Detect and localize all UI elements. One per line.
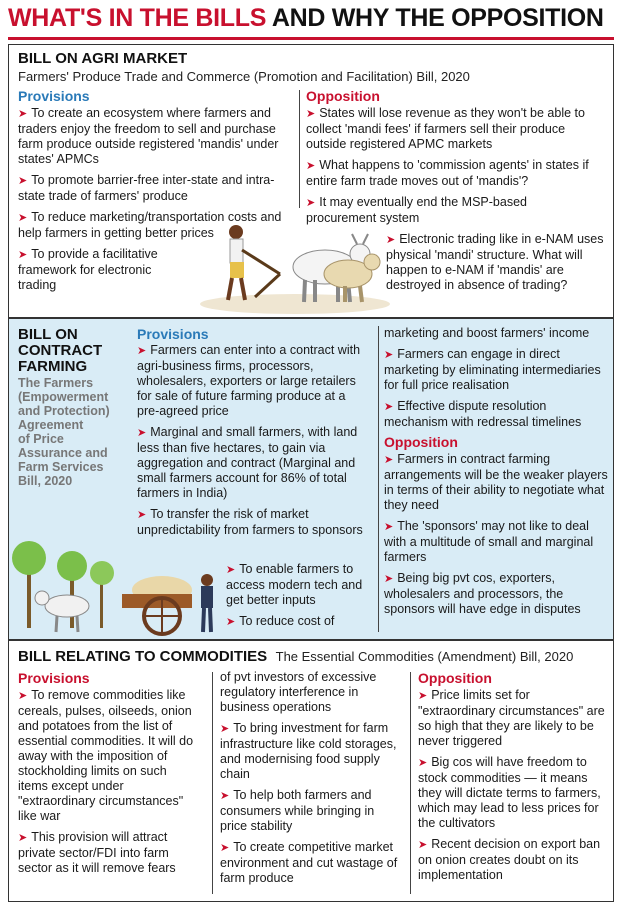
arrow-right-icon: ➤ [220, 790, 230, 802]
arrow-right-icon: ➤ [137, 427, 147, 439]
commodities-col2 [220, 670, 402, 890]
list-item: ➤ Effective dispute resolution mechanism with redressal timelines [384, 399, 582, 429]
arrow-right-icon: ➤ [386, 234, 396, 246]
arrow-right-icon: ➤ [18, 249, 28, 261]
list-item: ➤ What happens to 'commission agents' in states if entire farm trade moves out of 'mandis'? [306, 158, 589, 188]
list-item: ➤ Recent decision on export ban on onion creates doubt on its implementation [418, 837, 601, 882]
divider [212, 672, 213, 894]
list-item: ➤ To provide a facilitative framework for electronic trading [18, 247, 158, 292]
arrow-right-icon: ➤ [137, 345, 147, 357]
list-item: ➤ Marginal and small farmers, with land less than five hectares, to gain via aggregation and contract (Marginal and small farmers account for 86% of total farmers in India) [137, 425, 358, 500]
arrow-right-icon: ➤ [137, 509, 147, 521]
headline-part1: WHAT'S IN THE BILLS [8, 4, 267, 32]
contract-right-column [384, 326, 612, 621]
commodities-bill-subtitle: The Essential Commodities (Amendment) Bill, 2020 [275, 649, 574, 664]
arrow-right-icon: ➤ [384, 454, 394, 466]
agri-bill-subtitle: Farmers' Produce Trade and Commerce (Promotion and Facilitation) Bill, 2020 [18, 69, 470, 84]
list-item: ➤ To create competitive market environment and cut wastage of farm produce [220, 840, 398, 885]
contract-bill-subtitle: The Farmers (Empowerment and Protection) Agreement of Price Assurance and Farm Services Bill, 2020 [18, 376, 110, 488]
arrow-right-icon: ➤ [226, 564, 236, 576]
list-item: ➤ This provision will attract private sector/FDI into farm sector as it will remove fears [18, 830, 176, 875]
list-item: ➤ Big cos will have freedom to stock commodities — it means they will dictate terms to farmers, which may lead to less prices for the cultivators [418, 755, 601, 830]
commodities-col3 [418, 688, 608, 887]
list-item: ➤ To transfer the risk of market unpredictability from farmers to sponsors [137, 507, 363, 537]
divider [378, 326, 379, 632]
agri-opposition-heading: Opposition [306, 88, 380, 104]
list-item: ➤ Farmers in contract farming arrangements will be the weaker players in terms of their ability to negotiate what they need [384, 452, 608, 512]
arrow-right-icon: ➤ [18, 108, 28, 120]
contract-provisions-list [137, 343, 367, 542]
list-item: ➤ The 'sponsors' may not like to deal with a multitude of small and marginal farmers [384, 519, 594, 564]
commodities-opposition-heading: Opposition [418, 670, 492, 686]
list-item: ➤ To bring investment for farm infrastructure like cold storages, and modernising food supply chain [220, 721, 397, 781]
list-item: ➤ Being big pvt cos, exporters, wholesalers and processors, the sponsors will have edge in disputes [384, 571, 581, 616]
bullock-cart-illustration [12, 528, 222, 638]
contract-bill-title: BILL ON CONTRACT FARMING [18, 326, 103, 375]
commodities-col1 [18, 688, 198, 880]
list-item: ➤ To help both farmers and consumers while bringing in price stability [220, 788, 375, 833]
agri-provisions-heading: Provisions [18, 88, 90, 104]
arrow-right-icon: ➤ [220, 842, 230, 854]
list-item: ➤ States will lose revenue as they won't be able to collect 'mandi fees' if farmers sell their produce outside registered APMC markets [306, 106, 585, 151]
list-item: ➤ Electronic trading like in e-NAM uses physical 'mandi' structure. What will happen to e-NAM if 'mandis' are destroyed in absence of trading? [386, 232, 604, 292]
divider [299, 90, 300, 208]
arrow-right-icon: ➤ [384, 401, 394, 413]
list-item: ➤ To create an ecosystem where farmers and traders enjoy the freedom to sell and purchase farm produce outside registered 'mandis' under states' APMCs [18, 106, 279, 166]
arrow-right-icon: ➤ [418, 690, 428, 702]
arrow-right-icon: ➤ [418, 757, 428, 769]
arrow-right-icon: ➤ [226, 616, 236, 628]
list-item: ➤ To enable farmers to access modern tech and get better inputs [226, 562, 363, 607]
contract-opposition-heading: Opposition [384, 434, 458, 450]
arrow-right-icon: ➤ [384, 521, 394, 533]
list-item: ➤ Farmers can engage in direct marketing by eliminating intermediaries for full price realisation [384, 347, 601, 392]
arrow-right-icon: ➤ [306, 108, 316, 120]
arrow-right-icon: ➤ [18, 832, 28, 844]
contract-provisions-list-2 [226, 562, 366, 634]
list-item: ➤ It may eventually end the MSP-based procurement system [306, 195, 527, 225]
list-item: ➤ To reduce marketing/transportation costs and help farmers in getting better prices [18, 210, 282, 240]
contract-provisions-heading: Provisions [137, 326, 209, 342]
agri-opposition-enam [386, 232, 608, 297]
arrow-right-icon: ➤ [18, 212, 28, 224]
commodities-continuation-text: of pvt investors of excessive regulatory interference in business operations [220, 670, 377, 714]
arrow-right-icon: ➤ [220, 723, 230, 735]
list-item: ➤ To promote barrier-free inter-state and intra-state trade of farmers' produce [18, 173, 275, 203]
headline-part2: AND WHY THE OPPOSITION [266, 4, 604, 32]
agri-bill-title: BILL ON AGRI MARKET [18, 50, 188, 67]
arrow-right-icon: ➤ [18, 175, 28, 187]
headline-rule [8, 37, 614, 40]
arrow-right-icon: ➤ [384, 349, 394, 361]
headline [8, 4, 614, 33]
list-item: ➤ To remove commodities like cereals, pulses, oilseeds, onion and potatoes from the list of essential commodities. It will do away with the imposition of stockholding limits on such items except under "extraordinary circumstances" like war [18, 688, 194, 823]
commodities-bill-header [18, 648, 573, 666]
arrow-right-icon: ➤ [384, 573, 394, 585]
divider [410, 672, 411, 894]
arrow-right-icon: ➤ [418, 839, 428, 851]
list-item: ➤ Farmers can enter into a contract with agri-business firms, processors, wholesalers, exporters or large retailers for sale of future farming produce at a pre-agreed price [137, 343, 361, 418]
list-item: ➤ To reduce cost of [226, 614, 335, 628]
arrow-right-icon: ➤ [306, 197, 316, 209]
farmer-ploughing-illustration [200, 212, 390, 314]
commodities-provisions-heading: Provisions [18, 670, 90, 686]
commodities-bill-title: BILL RELATING TO COMMODITIES [18, 648, 268, 665]
list-item: ➤ Price limits set for "extraordinary circumstances" are so high that they are likely to be never triggered [418, 688, 605, 748]
contract-continuation-text: marketing and boost farmers' income [384, 326, 590, 340]
arrow-right-icon: ➤ [306, 160, 316, 172]
arrow-right-icon: ➤ [18, 690, 28, 702]
